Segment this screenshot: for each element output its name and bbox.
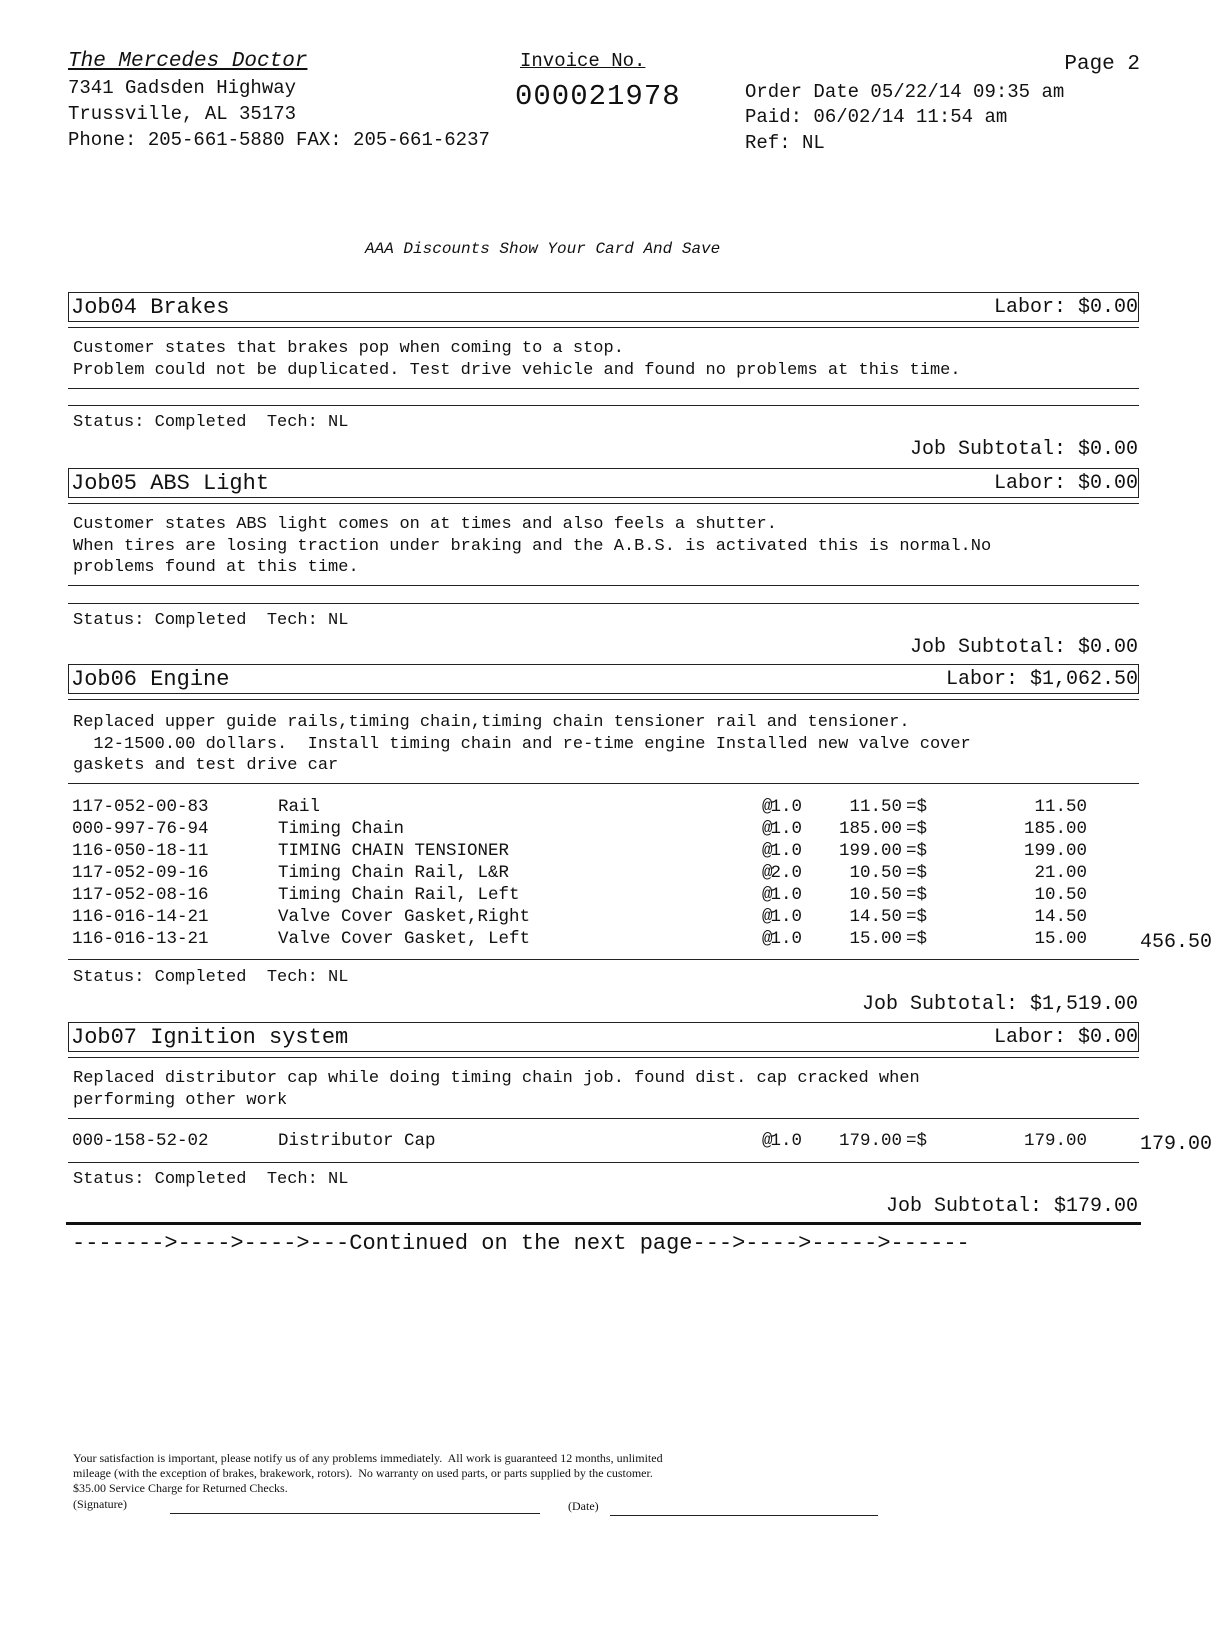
part-row bbox=[72, 907, 1142, 929]
part-price: 11.50 bbox=[849, 797, 902, 817]
job-title: Job04 Brakes bbox=[71, 295, 230, 320]
part-row bbox=[72, 1131, 1212, 1156]
job-status: Status: Completed Tech: NL bbox=[73, 611, 349, 630]
job-desc-line: problems found at this time. bbox=[73, 558, 359, 577]
job-subtotal: Job Subtotal: $1,519.00 bbox=[861, 993, 1138, 1016]
footer-line: $35.00 Service Charge for Returned Checks. bbox=[73, 1481, 288, 1495]
at-symbol: @ bbox=[762, 819, 773, 839]
job-labor: Labor: $0.00 bbox=[993, 296, 1138, 319]
equals-symbol: =$ bbox=[906, 797, 928, 817]
part-number: 000-997-76-94 bbox=[72, 819, 209, 839]
part-description: Timing Chain Rail, L&R bbox=[278, 863, 510, 883]
job-header-job06 bbox=[68, 664, 1139, 694]
part-price: 15.00 bbox=[849, 929, 902, 949]
part-extended: 10.50 bbox=[1034, 885, 1087, 905]
job-status: Status: Completed Tech: NL bbox=[73, 1170, 349, 1189]
job-subtotal: Job Subtotal: $179.00 bbox=[885, 1195, 1138, 1218]
part-row bbox=[72, 841, 1142, 863]
at-symbol: @ bbox=[762, 841, 773, 861]
page-number: Page 2 bbox=[1064, 53, 1140, 76]
job-desc-line: When tires are losing traction under braking and the A.B.S. is activated this is normal.No bbox=[73, 537, 992, 556]
part-description: Distributor Cap bbox=[278, 1131, 436, 1151]
invoice-label: Invoice No. bbox=[520, 50, 646, 72]
footer-line: mileage (with the exception of brakes, brakework, rotors). No warranty on used parts, or parts supplied by the customer. bbox=[73, 1466, 653, 1480]
part-number: 116-016-14-21 bbox=[72, 907, 209, 927]
part-row bbox=[72, 885, 1142, 907]
part-number: 116-050-18-11 bbox=[72, 841, 209, 861]
company-name: The Mercedes Doctor bbox=[68, 50, 308, 73]
part-row bbox=[72, 863, 1142, 885]
part-number: 117-052-08-16 bbox=[72, 885, 209, 905]
signature-line[interactable] bbox=[170, 1513, 540, 1514]
part-price: 179.00 bbox=[838, 1131, 902, 1151]
part-qty: 1.0 bbox=[770, 885, 802, 905]
job-labor: Labor: $0.00 bbox=[993, 1026, 1138, 1049]
job-subtotal: Job Subtotal: $0.00 bbox=[909, 636, 1138, 659]
job-desc-line: Problem could not be duplicated. Test drive vehicle and found no problems at this time. bbox=[73, 361, 961, 380]
equals-symbol: =$ bbox=[906, 929, 928, 949]
part-number: 000-158-52-02 bbox=[72, 1131, 209, 1151]
job-desc-line: Customer states ABS light comes on at times and also feels a shutter. bbox=[73, 515, 777, 534]
job-header-job04 bbox=[68, 292, 1139, 322]
at-symbol: @ bbox=[762, 863, 773, 883]
job-title: Job05 ABS Light bbox=[71, 471, 270, 496]
date-line[interactable] bbox=[610, 1515, 878, 1516]
continued-notice: ------->---->---->---Continued on the next page--->---->----->------ bbox=[72, 1231, 970, 1256]
job-labor: Labor: $0.00 bbox=[993, 472, 1138, 495]
part-price: 10.50 bbox=[849, 863, 902, 883]
equals-symbol: =$ bbox=[906, 819, 928, 839]
part-description: Timing Chain Rail, Left bbox=[278, 885, 520, 905]
job-title: Job07 Ignition system bbox=[71, 1025, 349, 1050]
company-city: Trussville, AL 35173 bbox=[68, 103, 297, 125]
at-symbol: @ bbox=[762, 907, 773, 927]
part-number: 117-052-00-83 bbox=[72, 797, 209, 817]
part-description: Valve Cover Gasket,Right bbox=[278, 907, 531, 927]
job-desc-line: Customer states that brakes pop when coming to a stop. bbox=[73, 339, 624, 358]
job-desc-line: gaskets and test drive car bbox=[73, 756, 339, 775]
part-qty: 1.0 bbox=[770, 1131, 802, 1151]
part-number: 116-016-13-21 bbox=[72, 929, 209, 949]
part-price: 14.50 bbox=[849, 907, 902, 927]
part-description: Timing Chain bbox=[278, 819, 405, 839]
end-rule bbox=[66, 1222, 1141, 1225]
job-header-job07 bbox=[68, 1022, 1139, 1052]
part-qty: 1.0 bbox=[770, 841, 802, 861]
part-extended: 179.00 bbox=[1023, 1131, 1087, 1151]
paid-date: Paid: 06/02/14 11:54 am bbox=[745, 106, 1008, 128]
part-description: Rail bbox=[278, 797, 321, 817]
job-subtotal: Job Subtotal: $0.00 bbox=[909, 438, 1138, 461]
part-description: Valve Cover Gasket, Left bbox=[278, 929, 531, 949]
promo-text: AAA Discounts Show Your Card And Save bbox=[365, 240, 721, 258]
part-price: 199.00 bbox=[838, 841, 902, 861]
part-extended: 15.00 bbox=[1034, 929, 1087, 949]
part-extended: 185.00 bbox=[1023, 819, 1087, 839]
part-price: 10.50 bbox=[849, 885, 902, 905]
signature-label: (Signature) bbox=[73, 1497, 127, 1511]
job-desc-line: Replaced distributor cap while doing timing chain job. found dist. cap cracked when bbox=[73, 1069, 920, 1088]
reference: Ref: NL bbox=[745, 132, 825, 154]
company-address: 7341 Gadsden Highway bbox=[68, 77, 297, 99]
date-label: (Date) bbox=[568, 1499, 599, 1513]
part-qty: 1.0 bbox=[770, 929, 802, 949]
part-qty: 1.0 bbox=[770, 907, 802, 927]
part-extended: 199.00 bbox=[1023, 841, 1087, 861]
job-desc-line: 12-1500.00 dollars. Install timing chain and re-time engine Installed new valve cover bbox=[73, 735, 971, 754]
footer-line: Your satisfaction is important, please notify us of any problems immediately. All work is guaranteed 12 months, unlimited bbox=[73, 1451, 663, 1465]
equals-symbol: =$ bbox=[906, 907, 928, 927]
part-extended: 21.00 bbox=[1034, 863, 1087, 883]
at-symbol: @ bbox=[762, 929, 773, 949]
job-header-job05 bbox=[68, 468, 1139, 498]
job-desc-line: performing other work bbox=[73, 1091, 288, 1110]
part-extended: 14.50 bbox=[1034, 907, 1087, 927]
part-qty: 2.0 bbox=[770, 863, 802, 883]
part-number: 117-052-09-16 bbox=[72, 863, 209, 883]
job-labor: Labor: $1,062.50 bbox=[945, 668, 1138, 691]
at-symbol: @ bbox=[762, 797, 773, 817]
equals-symbol: =$ bbox=[906, 841, 928, 861]
part-description: TIMING CHAIN TENSIONER bbox=[278, 841, 510, 861]
equals-symbol: =$ bbox=[906, 1131, 928, 1151]
company-phone: Phone: 205-661-5880 FAX: 205-661-6237 bbox=[68, 129, 490, 151]
part-row bbox=[72, 819, 1142, 841]
parts-total: 179.00 bbox=[1139, 1133, 1212, 1156]
part-row bbox=[72, 929, 1212, 954]
job-status: Status: Completed Tech: NL bbox=[73, 413, 349, 432]
at-symbol: @ bbox=[762, 885, 773, 905]
job-desc-line: Replaced upper guide rails,timing chain,timing chain tensioner rail and tensioner. bbox=[73, 713, 910, 732]
invoice-number: 000021978 bbox=[515, 80, 681, 113]
parts-total: 456.50 bbox=[1139, 931, 1212, 954]
part-extended: 11.50 bbox=[1034, 797, 1087, 817]
part-qty: 1.0 bbox=[770, 819, 802, 839]
equals-symbol: =$ bbox=[906, 885, 928, 905]
job-title: Job06 Engine bbox=[71, 667, 230, 692]
part-price: 185.00 bbox=[838, 819, 902, 839]
part-qty: 1.0 bbox=[770, 797, 802, 817]
at-symbol: @ bbox=[762, 1131, 773, 1151]
equals-symbol: =$ bbox=[906, 863, 928, 883]
job-status: Status: Completed Tech: NL bbox=[73, 968, 349, 987]
part-row bbox=[72, 797, 1142, 819]
order-date: Order Date 05/22/14 09:35 am bbox=[745, 81, 1065, 103]
